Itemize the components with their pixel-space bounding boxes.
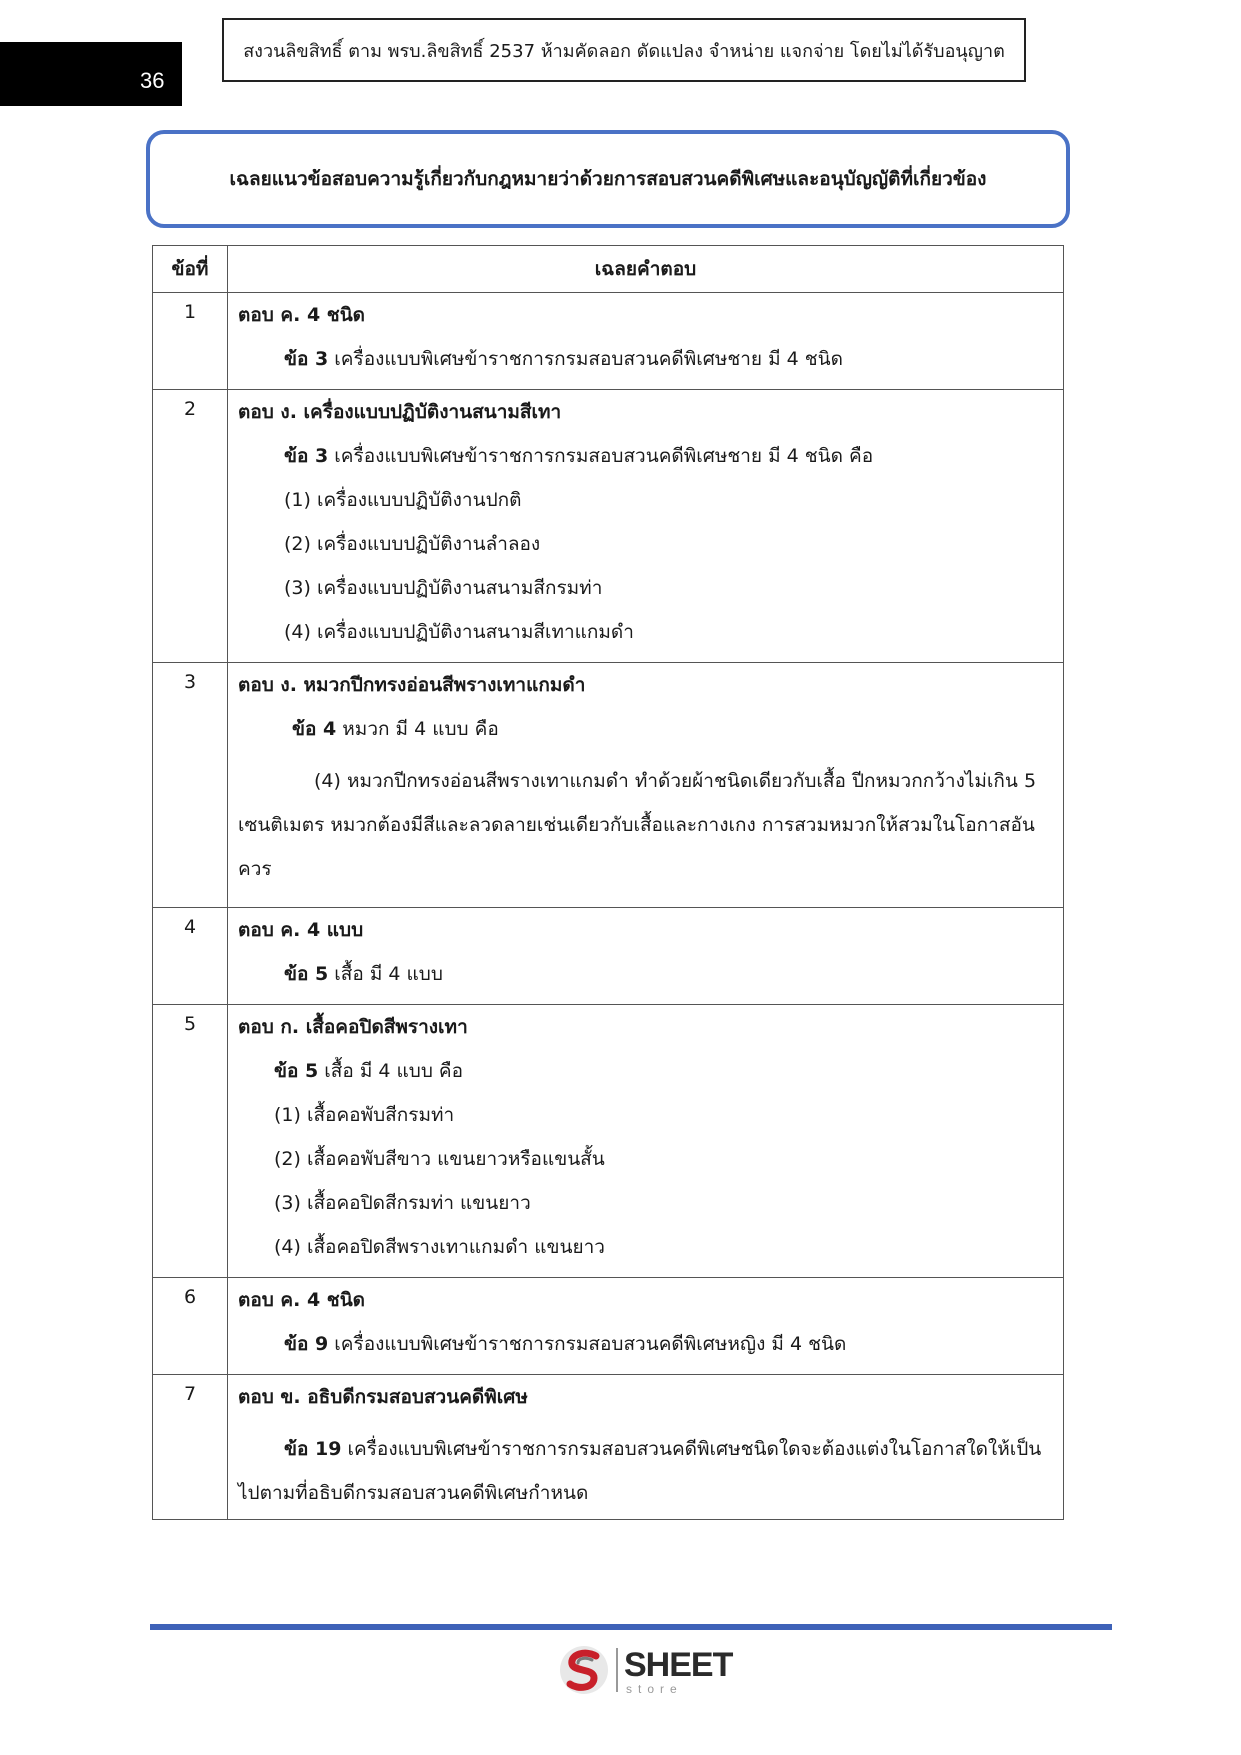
table-row: [153, 1278, 1064, 1375]
reference-label: ข้อ 3: [284, 348, 329, 370]
reference-label: ข้อ 19: [284, 1438, 342, 1460]
page-title-text: เฉลยแนวข้อสอบความรู้เกี่ยวกับกฎหมายว่าด้วยการสอบสวนคดีพิเศษและอนุบัญญัติที่เกี่ยวข้อง: [229, 168, 987, 190]
row-answer-cell: [228, 1005, 1064, 1278]
answer-text: ตอบ ข. อธิบดีกรมสอบสวนคดีพิเศษ: [238, 1386, 528, 1408]
reference-line: [238, 715, 1053, 759]
list-item: (4) เครื่องแบบปฏิบัติงานสนามสีเทาแกมดำ: [284, 621, 634, 643]
row-answer-cell: [228, 663, 1064, 908]
footer-divider: [150, 1624, 1112, 1630]
list-item: (2) เสื้อคอพับสีขาว แขนยาวหรือแขนสั้น: [274, 1148, 605, 1170]
reference-line: [238, 345, 1053, 389]
list-item: (1) เสื้อคอพับสีกรมท่า: [274, 1104, 455, 1126]
page-number-box: [0, 42, 182, 106]
reference-text: เครื่องแบบพิเศษข้าราชการกรมสอบสวนคดีพิเศษชนิดใดจะต้องแต่งในโอกาสใดให้เป็นไปตามที่อธิบดีกรมสอบสวนคดีพิเศษกำหนด: [238, 1438, 1042, 1504]
reference-line: [238, 1330, 1053, 1374]
answer-text: ตอบ ง. หมวกปีกทรงอ่อนสีพรางเทาแกมดำ: [238, 674, 586, 696]
reference-text: เครื่องแบบพิเศษข้าราชการกรมสอบสวนคดีพิเศษหญิง มี 4 ชนิด: [334, 1333, 847, 1355]
column-header-number: ข้อที่: [153, 246, 228, 293]
row-number: 1: [153, 293, 228, 390]
answer-text: ตอบ ก. เสื้อคอปิดสีพรางเทา: [238, 1016, 468, 1038]
answer-text: ตอบ ค. 4 แบบ: [238, 919, 364, 941]
row-answer-cell: [228, 293, 1064, 390]
row-answer-cell: [228, 1375, 1064, 1520]
reference-text: หมวก มี 4 แบบ คือ: [342, 718, 499, 740]
detail-paragraph: (4) หมวกปีกทรงอ่อนสีพรางเทาแกมดำ ทำด้วยผ้าชนิดเดียวกับเสื้อ ปีกหมวกกว้างไม่เกิน 5 เซนติเมตร หมวกต้องมีสีและลวดลายเช่นเดียวกับเสื้อและกางเกง การสวมหมวกให้สวมในโอกาสอันควร: [238, 770, 1037, 880]
reference-text: เสื้อ มี 4 แบบ คือ: [324, 1060, 464, 1082]
reference-line: [238, 1427, 1053, 1519]
reference-label: ข้อ 4: [292, 718, 337, 740]
list-item: (1) เครื่องแบบปฏิบัติงานปกติ: [284, 489, 522, 511]
table-header-row: [153, 246, 1064, 293]
row-number: 2: [153, 390, 228, 663]
reference-line: [238, 442, 1053, 486]
row-number: 5: [153, 1005, 228, 1278]
answer-table: [152, 245, 1064, 1520]
row-number: 6: [153, 1278, 228, 1375]
list-item: (3) เครื่องแบบปฏิบัติงานสนามสีกรมท่า: [284, 577, 603, 599]
reference-text: เครื่องแบบพิเศษข้าราชการกรมสอบสวนคดีพิเศษชาย มี 4 ชนิด: [334, 348, 844, 370]
logo-word: SHEET: [624, 1646, 733, 1684]
list-item: (2) เครื่องแบบปฏิบัติงานลำลอง: [284, 533, 541, 555]
page-number: 36: [140, 68, 165, 93]
table-row: [153, 1375, 1064, 1520]
row-number: 7: [153, 1375, 228, 1520]
table-row: [153, 663, 1064, 908]
list-item: (4) เสื้อคอปิดสีพรางเทาแกมดำ แขนยาว: [274, 1236, 605, 1258]
table-row: [153, 293, 1064, 390]
reference-label: ข้อ 5: [274, 1060, 319, 1082]
row-answer-cell: [228, 1278, 1064, 1375]
answer-text: ตอบ ค. 4 ชนิด: [238, 1289, 366, 1311]
reference-label: ข้อ 3: [284, 445, 329, 467]
list-item: (3) เสื้อคอปิดสีกรมท่า แขนยาว: [274, 1192, 531, 1214]
row-answer-cell: [228, 390, 1064, 663]
copyright-notice: สงวนลิขสิทธิ์ ตาม พรบ.ลิขสิทธิ์ 2537 ห้ามคัดลอก ดัดแปลง จำหน่าย แจกจ่าย โดยไม่ได้รับอนุญาต: [222, 18, 1026, 82]
logo-subword: store: [626, 1682, 683, 1696]
reference-line: [238, 960, 1053, 1004]
column-header-answer: เฉลยคำตอบ: [228, 246, 1064, 293]
reference-text: เสื้อ มี 4 แบบ: [334, 963, 443, 985]
answer-text: ตอบ ง. เครื่องแบบปฏิบัติงานสนามสีเทา: [238, 401, 562, 423]
page-title: [146, 130, 1070, 228]
row-number: 4: [153, 908, 228, 1005]
logo-divider: [616, 1648, 618, 1692]
row-number: 3: [153, 663, 228, 908]
reference-label: ข้อ 5: [284, 963, 329, 985]
answer-text: ตอบ ค. 4 ชนิด: [238, 304, 366, 326]
reference-text: เครื่องแบบพิเศษข้าราชการกรมสอบสวนคดีพิเศษชาย มี 4 ชนิด คือ: [334, 445, 874, 467]
reference-label: ข้อ 9: [284, 1333, 329, 1355]
sheet-store-logo: [556, 1642, 733, 1700]
row-answer-cell: [228, 908, 1064, 1005]
reference-line: [238, 1057, 1053, 1101]
table-row: [153, 1005, 1064, 1278]
table-row: [153, 390, 1064, 663]
table-row: [153, 908, 1064, 1005]
sheet-store-logo-icon: [556, 1642, 612, 1698]
